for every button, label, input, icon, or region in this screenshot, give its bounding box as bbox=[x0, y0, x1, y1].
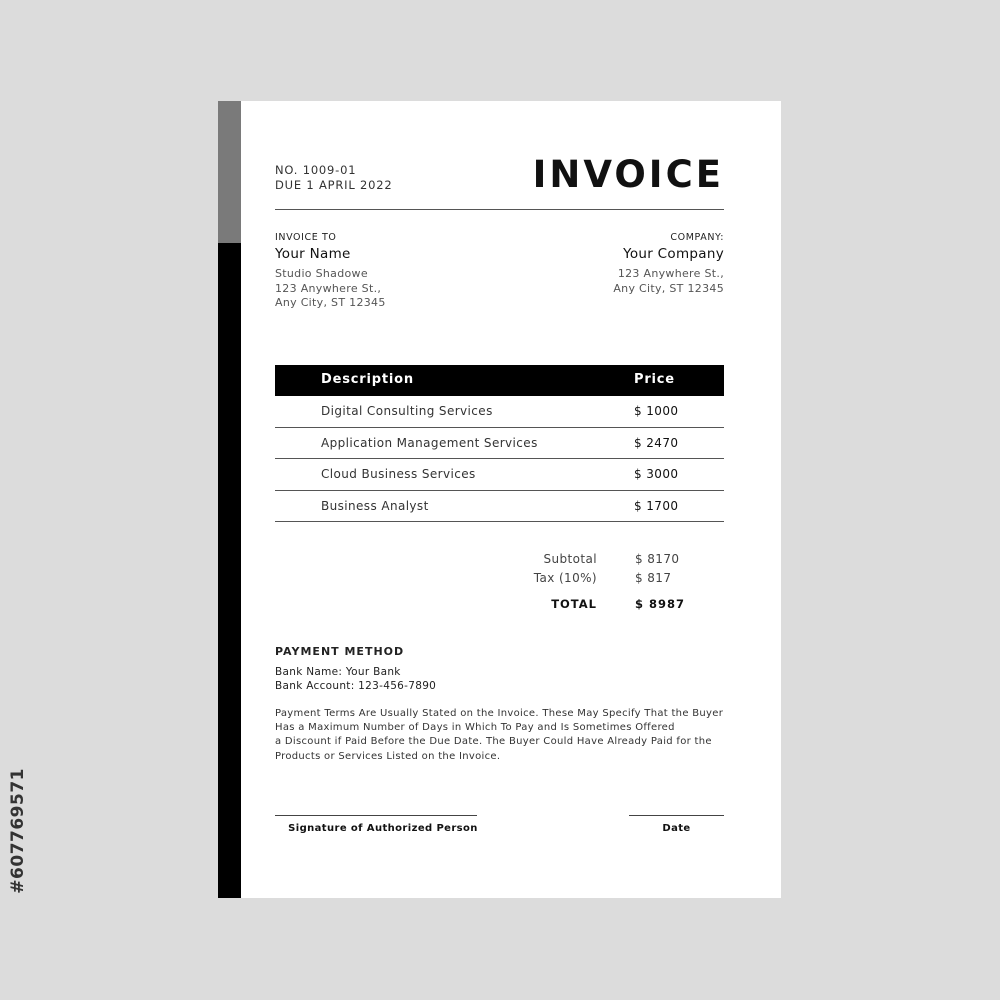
company-label: COMPANY: bbox=[670, 232, 724, 243]
item-price: $ 3000 bbox=[634, 467, 679, 481]
bill-to-name: Your Name bbox=[275, 246, 351, 262]
table-row bbox=[275, 428, 724, 460]
bill-to-block bbox=[275, 232, 386, 311]
tax-label: Tax (10%) bbox=[533, 571, 597, 585]
stock-id: #607769571 bbox=[8, 768, 28, 894]
total-value: $ 8987 bbox=[635, 597, 686, 611]
company-block bbox=[613, 232, 724, 296]
payment-method-block bbox=[275, 645, 735, 764]
invoice-title: INVOICE bbox=[532, 153, 724, 196]
terms-line: Payment Terms Are Usually Stated on the Invoice. These May Specify That the Buyer bbox=[275, 708, 724, 719]
address-line: Studio Shadowe bbox=[275, 267, 368, 280]
company-address bbox=[613, 267, 724, 296]
bank-details bbox=[275, 665, 735, 693]
side-band-gray bbox=[218, 101, 241, 243]
company-name: Your Company bbox=[623, 246, 724, 262]
header-description: Description bbox=[321, 372, 414, 387]
table-row bbox=[275, 491, 724, 523]
header-divider bbox=[275, 209, 724, 210]
invoice-due-date: DUE 1 APRIL 2022 bbox=[275, 178, 393, 192]
bank-account: Bank Account: 123-456-7890 bbox=[275, 680, 437, 692]
terms-line: a Discount if Paid Before the Due Date. The Buyer Could Have Already Paid for the bbox=[275, 736, 712, 748]
address-line: 123 Anywhere St., bbox=[617, 267, 724, 280]
invoice-page bbox=[218, 101, 781, 898]
item-description: Business Analyst bbox=[321, 498, 429, 513]
tax-value: $ 817 bbox=[635, 571, 672, 585]
items-table bbox=[275, 365, 724, 522]
terms-line: Products or Services Listed on the Invoice. bbox=[275, 750, 501, 762]
item-description: Digital Consulting Services bbox=[321, 404, 493, 418]
item-description: Application Management Services bbox=[321, 435, 538, 450]
terms-line: Has a Maximum Number of Days in Which To Pay and Is Sometimes Offered bbox=[275, 722, 675, 734]
address-line: 123 Anywhere St., bbox=[275, 281, 382, 295]
date-line bbox=[629, 815, 724, 816]
side-band-black bbox=[218, 243, 241, 898]
date-label: Date bbox=[662, 823, 691, 834]
total-row bbox=[508, 597, 708, 616]
payment-terms bbox=[275, 707, 735, 764]
bill-to-label: INVOICE TO bbox=[275, 232, 337, 243]
item-description: Cloud Business Services bbox=[321, 467, 476, 481]
table-header bbox=[275, 365, 724, 396]
table-row bbox=[275, 459, 724, 491]
payment-method-title: PAYMENT METHOD bbox=[275, 645, 405, 658]
item-price: $ 1000 bbox=[634, 404, 679, 418]
invoice-meta bbox=[275, 163, 392, 193]
bank-name: Bank Name: Your Bank bbox=[275, 666, 401, 678]
tax-row bbox=[508, 571, 708, 590]
signature-line bbox=[275, 815, 477, 816]
item-price: $ 2470 bbox=[634, 435, 679, 450]
total-label: TOTAL bbox=[551, 597, 597, 611]
subtotal-label: Subtotal bbox=[543, 552, 597, 566]
header-price: Price bbox=[634, 372, 675, 387]
address-line: Any City, ST 12345 bbox=[613, 281, 724, 295]
bill-to-address bbox=[275, 267, 386, 311]
invoice-number: NO. 1009-01 bbox=[275, 163, 357, 177]
item-price: $ 1700 bbox=[634, 498, 679, 513]
subtotal-value: $ 8170 bbox=[635, 552, 680, 566]
address-line: Any City, ST 12345 bbox=[275, 296, 386, 309]
signature-label: Signature of Authorized Person bbox=[288, 823, 478, 834]
table-row bbox=[275, 396, 724, 428]
totals-block bbox=[508, 552, 708, 616]
subtotal-row bbox=[508, 552, 708, 571]
